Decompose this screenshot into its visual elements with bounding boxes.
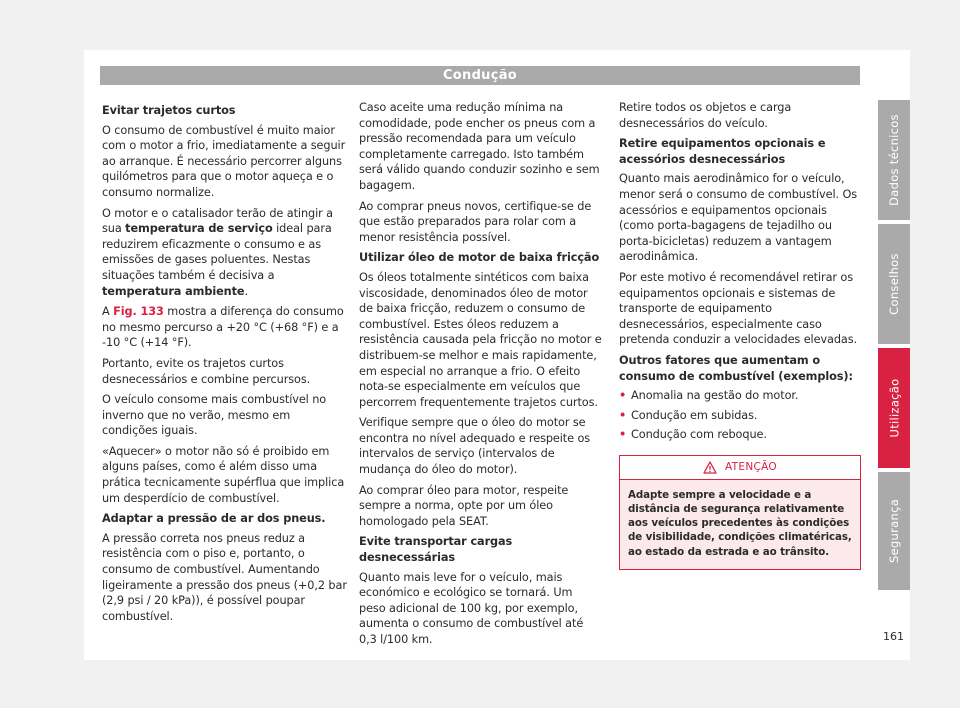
- side-tab-label: Conselhos: [887, 253, 902, 315]
- side-tab-advice[interactable]: [878, 224, 910, 344]
- column-middle: [359, 100, 602, 653]
- paragraph: Ao comprar pneus novos, certifique-se de que estão preparados para rolar com a menor resistência possível.: [359, 199, 592, 244]
- paragraph: O veículo consome mais combustível no inverno que no verão, mesmo em condições iguais.: [102, 393, 327, 438]
- text-run: O motor e o catalisador terão de atingir a sua: [102, 206, 333, 236]
- column-right: [619, 100, 861, 570]
- warning-box: [619, 455, 861, 570]
- list-item: [619, 408, 861, 424]
- term-ambient-temperature: temperatura ambiente: [102, 284, 245, 298]
- paragraph: O consumo de combustível é muito maior com o motor a frio, imediatamente a seguir ao arranque. É necessário percorrer alguns quilómetros para que o motor aqueça e o consumo normalize.: [102, 123, 346, 199]
- text-run: A: [102, 305, 114, 319]
- side-tab-safety[interactable]: [878, 472, 910, 590]
- paragraph: Por este motivo é recomendável retirar os equipamentos opcionais e sistemas de transporte de equipamento desnecessários, especialmente caso pretenda conduzir a velocidades elevadas.: [619, 270, 858, 347]
- heading-other-factors: Outros fatores que aumentam o consumo de combustível (exemplos):: [619, 353, 853, 383]
- paragraph: Os óleos totalmente sintéticos com baixa viscosidade, denominados óleo de motor de baixa fricção, reduzem o consumo de combustível. Estes óleos reduzem a resistência causada pela fricção no motor e distribuem-se melhor e mais rapidamente, em especial no arranque a frio. O efeito nota-se especialmente em veículos que percorrem frequentemente trajetos curtos.: [359, 270, 602, 409]
- bullet-icon: •: [619, 428, 627, 442]
- list-item: [619, 388, 861, 404]
- side-tab-technical-data[interactable]: [878, 100, 910, 220]
- warning-title: ATENÇÃO: [725, 460, 777, 473]
- paragraph: A pressão correta nos pneus reduz a resistência com o piso e, portanto, o consumo de combustível. Aumentando ligeiramente a pressão dos pneus (+0,2 bar (2,9 psi / 20 kPa)), é possível poupar combustível.: [102, 531, 347, 623]
- list-item-text: Anomalia na gestão do motor.: [631, 389, 799, 403]
- side-tab-operation[interactable]: [878, 348, 910, 468]
- paragraph: Verifique sempre que o óleo do motor se encontra no nível adequado e respeite os intervalos de serviço (intervalos de mudança do óleo do motor).: [359, 416, 591, 477]
- bullet-icon: •: [619, 389, 627, 403]
- heading-short-trips: Evitar trajetos curtos: [102, 104, 236, 117]
- heading-tyre-pressure: Adaptar a pressão de ar dos pneus.: [102, 512, 326, 526]
- warning-triangle-icon: [703, 461, 717, 474]
- warning-header: [620, 456, 860, 480]
- paragraph: Quanto mais leve for o veículo, mais económico e ecológico se tornará. Um peso adicional de 100 kg, por exemplo, aumenta o consumo de combustível até 0,3 l/100 km.: [359, 570, 584, 646]
- paragraph: [102, 206, 348, 300]
- paragraph: Retire todos os objetos e carga desnecessários do veículo.: [619, 101, 792, 130]
- list-item-text: Condução em subidas.: [631, 408, 758, 422]
- text-run: mostra a diferença do consumo no mesmo percurso a +20 °C (+68 °F) e a -10 °C (+14 °F).: [102, 305, 344, 350]
- list-item: [619, 427, 861, 443]
- heading-optional-equipment: Retire equipamentos opcionais e acessórios desnecessários: [619, 137, 826, 166]
- paragraph: Portanto, evite os trajetos curtos desnecessários e combine percursos.: [102, 356, 311, 386]
- page-number: 161: [883, 630, 904, 643]
- column-left: [102, 100, 348, 629]
- factors-list: [619, 388, 861, 443]
- paragraph: «Aquecer» o motor não só é proibido em alguns países, como é além disso uma prática tecnicamente supérflua que implica um desperdício de combustível.: [102, 444, 345, 505]
- side-tab-label: Segurança: [887, 498, 902, 564]
- list-item-text: Condução com reboque.: [631, 428, 767, 442]
- side-tab-label: Dados técnicos: [887, 114, 902, 206]
- paragraph: Ao comprar óleo para motor, respeite sempre a norma, opte por um óleo homologado pela SEAT.: [359, 483, 569, 528]
- text-run: ideal para reduzirem eficazmente o consumo e as emissões de gases poluentes. Nestas situações também é decisiva a: [102, 222, 332, 282]
- figure-link[interactable]: Fig. 133: [113, 305, 164, 319]
- term-operating-temperature: temperatura de serviço: [125, 222, 273, 236]
- bullet-icon: •: [619, 408, 627, 422]
- warning-text: Adapte sempre a velocidade e a distância de segurança relativamente aos veículos precedentes às condições de visibilidade, condições climatéricas, ao estado da estrada e ao trânsito.: [628, 488, 852, 558]
- paragraph: [102, 304, 348, 351]
- paragraph: Quanto mais aerodinâmico for o veículo, menor será o consumo de combustível. Os acessórios e equipamentos opcionais (como porta-bagagens de tejadilho ou porta-bicicletas) reduzem a vantagem aerodinâmica.: [619, 172, 858, 264]
- paragraph: Caso aceite uma redução mínima na comodidade, pode encher os pneus com a pressão recomendada para um veículo completamente carregado. Isto também será válido quando conduzir sozinho e sem bagagem.: [359, 101, 600, 192]
- side-tab-label: Utilização: [887, 378, 902, 438]
- chapter-header: Condução: [100, 66, 860, 85]
- text-run: .: [244, 284, 248, 298]
- heading-low-friction-oil: Utilizar óleo de motor de baixa fricção: [359, 251, 600, 265]
- heading-unnecessary-loads: Evite transportar cargas desnecessárias: [359, 535, 513, 565]
